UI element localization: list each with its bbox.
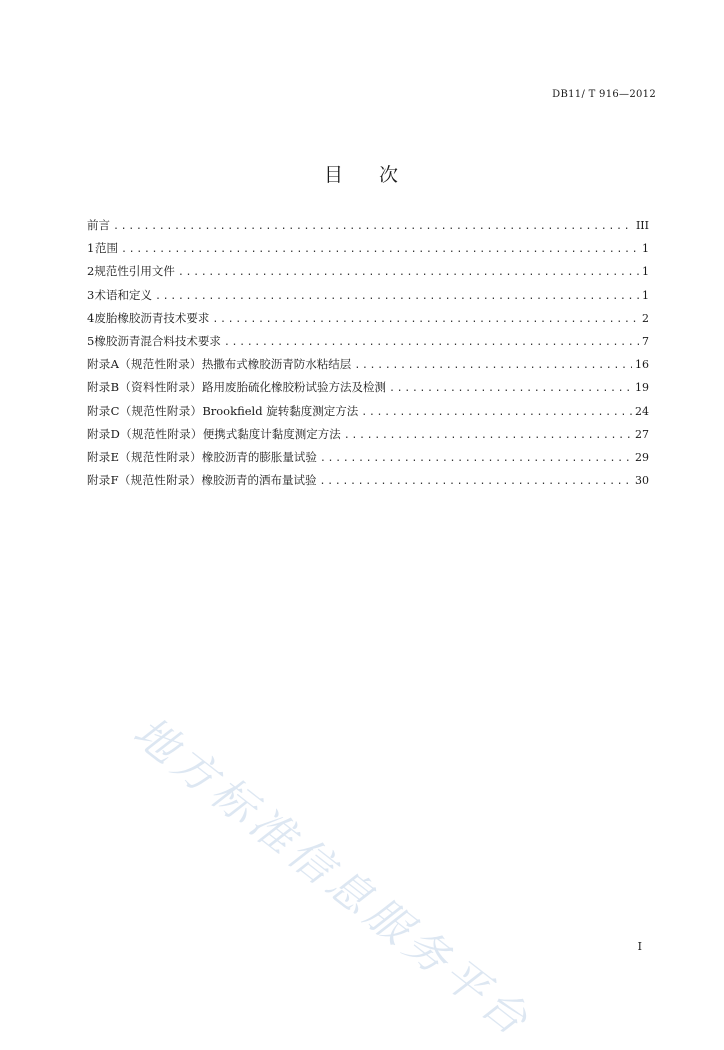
toc-entry-label: 废胎橡胶沥青技术要求 xyxy=(94,310,210,325)
toc-leader-dots xyxy=(155,291,639,302)
toc-entry-page: 1 xyxy=(642,265,649,279)
toc-entry-label: 路用废胎硫化橡胶粉试验方法及检测 xyxy=(201,380,386,395)
toc-entry[interactable] xyxy=(87,449,649,472)
toc-leader-dots xyxy=(224,337,639,348)
toc-entry[interactable] xyxy=(87,426,649,449)
page-number: I xyxy=(637,940,642,953)
toc-leader-dots xyxy=(354,360,632,371)
toc-entry[interactable] xyxy=(87,240,649,263)
toc-entry-appendix: 附录A（规范性附录） xyxy=(87,357,202,372)
toc-entry-appendix: 附录E（规范性附录） xyxy=(87,449,202,464)
toc-entry-label: 便携式黏度计黏度测定方法 xyxy=(202,426,341,441)
toc-entry[interactable] xyxy=(87,333,649,356)
toc-entry-page: 2 xyxy=(642,311,649,325)
toc-entry[interactable] xyxy=(87,217,649,240)
toc-entry[interactable] xyxy=(87,472,649,495)
toc-entry-number: 2 xyxy=(87,264,95,279)
toc-entry-label: Brookfield 旋转黏度测定方法 xyxy=(202,403,359,418)
page-title xyxy=(0,160,724,187)
toc-entry-label: 规范性引用文件 xyxy=(94,264,175,279)
toc-entry[interactable] xyxy=(87,287,649,310)
toc-entry-page: 30 xyxy=(635,474,649,488)
toc-entry-page: 7 xyxy=(642,334,649,348)
toc-leader-dots xyxy=(361,407,632,418)
toc-entry-number: 5 xyxy=(87,333,95,348)
toc-entry-page: 1 xyxy=(642,288,649,302)
toc-entry-page: 29 xyxy=(635,450,649,464)
toc-entry-number: 1 xyxy=(87,241,95,256)
toc-entry-page: 19 xyxy=(635,381,649,395)
toc-entry-appendix: 附录C（规范性附录） xyxy=(87,403,203,418)
toc-entry[interactable] xyxy=(87,263,649,286)
toc-leader-dots xyxy=(389,383,632,394)
toc-entry-label: 范围 xyxy=(95,241,119,256)
toc-entry-label: 热撒布式橡胶沥青防水粘结层 xyxy=(201,357,352,372)
toc-entry-number: 3 xyxy=(87,287,95,302)
toc-entry-page: 1 xyxy=(642,242,649,256)
toc-entry-page: 27 xyxy=(635,427,649,441)
toc-entry-page: 16 xyxy=(635,358,649,372)
toc-leader-dots xyxy=(344,430,632,441)
toc-entry-appendix: 附录B（资料性附录） xyxy=(87,380,202,395)
toc-entry-appendix: 附录F（规范性附录） xyxy=(87,473,202,488)
toc-entry[interactable] xyxy=(87,356,649,379)
toc-entry-label: 术语和定义 xyxy=(94,287,153,302)
toc-leader-dots xyxy=(178,267,639,278)
toc-entry-label: 橡胶沥青的洒布量试验 xyxy=(201,473,317,488)
toc-entry[interactable] xyxy=(87,403,649,426)
toc-leader-dots xyxy=(121,244,639,255)
watermark: 地方标准信息服务平台 xyxy=(123,707,541,1049)
toc-entry[interactable] xyxy=(87,310,649,333)
toc-entry[interactable] xyxy=(87,379,649,402)
toc-entry-label: 橡胶沥青混合料技术要求 xyxy=(94,333,221,348)
toc-leader-dots xyxy=(212,314,639,325)
toc-leader-dots xyxy=(113,221,633,232)
toc-entry-page: III xyxy=(635,219,649,232)
toc-leader-dots xyxy=(320,453,632,464)
toc-entry-appendix: 附录D（规范性附录） xyxy=(87,426,203,441)
toc-entry-number: 4 xyxy=(87,310,95,325)
toc-leader-dots xyxy=(319,476,632,487)
toc-entry-label: 橡胶沥青的膨胀量试验 xyxy=(201,449,317,464)
toc-entry-label: 前言 xyxy=(87,218,110,232)
table-of-contents xyxy=(87,217,649,495)
standard-code: DB11/ T 916—2012 xyxy=(552,89,656,100)
toc-entry-page: 24 xyxy=(635,404,649,418)
title-char-1: 目 xyxy=(323,164,345,186)
title-char-2: 次 xyxy=(379,164,401,186)
